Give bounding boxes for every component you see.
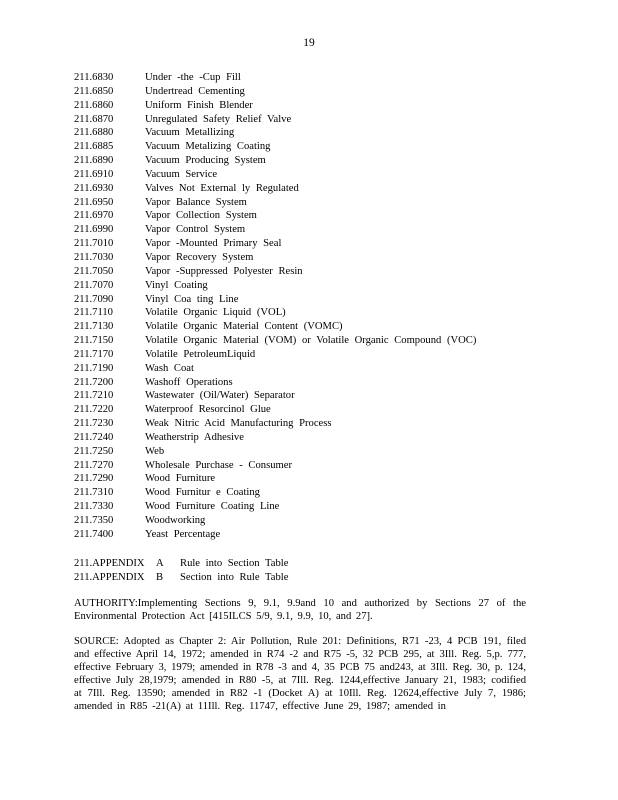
- section-number: 211.6950: [74, 196, 114, 208]
- appendix-letter: A: [156, 558, 164, 569]
- section-entry: [74, 500, 544, 514]
- section-number: 211.6970: [74, 210, 114, 222]
- section-number: 211.7210: [74, 390, 114, 402]
- appendix-letter: B: [156, 572, 164, 583]
- section-title: Yeast Percentage: [145, 528, 221, 540]
- section-entry: [74, 265, 544, 279]
- section-entry: [74, 334, 544, 348]
- section-title: Web: [145, 445, 165, 457]
- section-title: Weatherstrip Adhesive: [145, 431, 244, 443]
- section-list: [74, 71, 544, 542]
- section-number: 211.6850: [74, 85, 114, 97]
- section-entry: [74, 486, 544, 500]
- section-number: 211.7130: [74, 321, 114, 333]
- section-number: 211.7090: [74, 293, 114, 305]
- section-number: 211.6830: [74, 72, 114, 83]
- section-entry: [74, 237, 544, 251]
- section-number: 211.6885: [74, 141, 114, 153]
- section-number: 211.7330: [74, 501, 114, 513]
- section-number: 211.7190: [74, 362, 114, 374]
- section-title: Under -the -Cup Fill: [145, 72, 241, 83]
- section-number: 211.7400: [74, 528, 114, 540]
- section-number: 211.7220: [74, 404, 114, 416]
- section-number: 211.6990: [74, 224, 114, 236]
- section-title: Valves Not External ly Regulated: [145, 182, 299, 194]
- appendix-name: 211.APPENDIX: [74, 572, 145, 583]
- section-number: 211.7290: [74, 473, 114, 485]
- section-number: 211.7070: [74, 279, 114, 291]
- section-entry: [74, 528, 544, 542]
- section-number: 211.7110: [74, 307, 113, 319]
- section-entry: [74, 320, 544, 334]
- section-entry: [74, 389, 544, 403]
- section-title: Washoff Operations: [145, 376, 233, 388]
- section-entry: [74, 376, 544, 390]
- section-title: Wastewater (Oil/Water) Separator: [145, 390, 295, 402]
- section-title: Vinyl Coa ting Line: [145, 293, 239, 305]
- section-number: 211.6890: [74, 155, 114, 167]
- section-entry: [74, 223, 544, 237]
- section-title: Unregulated Safety Relief Valve: [145, 113, 292, 125]
- section-entry: [74, 293, 544, 307]
- section-title: Vapor -Mounted Primary Seal: [145, 238, 282, 250]
- section-entry: [74, 279, 544, 293]
- appendix-entry: [74, 557, 544, 571]
- section-entry: [74, 140, 544, 154]
- section-title: Vacuum Service: [145, 168, 218, 180]
- section-number: 211.7350: [74, 515, 114, 526]
- section-title: Vapor Collection System: [145, 210, 257, 222]
- section-entry: [74, 403, 544, 417]
- section-title: Vacuum Metallizing: [145, 127, 235, 139]
- section-entry: [74, 99, 544, 113]
- section-entry: [74, 472, 544, 486]
- section-title: Vacuum Producing System: [145, 155, 266, 167]
- section-entry: [74, 71, 544, 85]
- section-number: 211.7310: [74, 487, 114, 499]
- section-number: 211.6870: [74, 113, 114, 125]
- section-entry: [74, 85, 544, 99]
- section-entry: [74, 459, 544, 473]
- section-title: Wood Furniture: [145, 473, 216, 485]
- section-entry: [74, 154, 544, 168]
- section-entry: [74, 113, 544, 127]
- section-number: 211.7240: [74, 431, 114, 443]
- section-entry: [74, 348, 544, 362]
- section-number: 211.7010: [74, 238, 114, 250]
- section-entry: [74, 196, 544, 210]
- appendix-list: [74, 557, 544, 585]
- section-entry: [74, 306, 544, 320]
- section-number: 211.7200: [74, 376, 114, 388]
- section-title: Uniform Finish Blender: [145, 99, 253, 111]
- section-number: 211.6860: [74, 99, 114, 111]
- section-number: 211.7030: [74, 251, 114, 263]
- appendix-title: Section into Rule Table: [180, 572, 289, 583]
- appendix-title: Rule into Section Table: [180, 558, 289, 569]
- section-title: Vinyl Coating: [145, 279, 208, 291]
- section-number: 211.7230: [74, 418, 114, 430]
- section-title: Wood Furniture Coating Line: [145, 501, 280, 513]
- section-title: Weak Nitric Acid Manufacturing Process: [145, 418, 332, 430]
- section-number: 211.7250: [74, 445, 114, 457]
- section-number: 211.7050: [74, 265, 114, 277]
- section-entry: [74, 126, 544, 140]
- section-number: 211.7170: [74, 348, 114, 360]
- section-entry: [74, 417, 544, 431]
- section-title: Volatile PetroleumLiquid: [145, 348, 256, 360]
- section-title: Undertread Cementing: [145, 85, 245, 97]
- appendix-name: 211.APPENDIX: [74, 558, 145, 569]
- section-title: Wholesale Purchase - Consumer: [145, 459, 292, 471]
- section-title: Woodworking: [145, 515, 206, 526]
- page-number: 19: [303, 37, 315, 49]
- section-number: 211.6930: [74, 182, 114, 194]
- section-entry: [74, 362, 544, 376]
- section-number: 211.6910: [74, 168, 114, 180]
- section-entry: [74, 168, 544, 182]
- section-number: 211.7150: [74, 335, 114, 347]
- section-title: Vapor Recovery System: [145, 251, 254, 263]
- section-title: Volatile Organic Liquid (VOL): [145, 307, 286, 319]
- section-title: Vacuum Metalizing Coating: [145, 141, 271, 153]
- section-title: Volatile Organic Material (VOM) or Volatile Organic Compound (VOC): [145, 335, 477, 347]
- section-number: 211.7270: [74, 459, 114, 471]
- section-entry: [74, 182, 544, 196]
- section-entry: [74, 514, 544, 528]
- section-entry: [74, 251, 544, 265]
- section-entry: [74, 431, 544, 445]
- section-title: Vapor Control System: [145, 224, 246, 236]
- section-title: Wash Coat: [145, 362, 194, 374]
- section-entry: [74, 209, 544, 223]
- section-number: 211.6880: [74, 127, 114, 139]
- section-title: Volatile Organic Material Content (VOMC): [145, 321, 343, 333]
- appendix-entry: [74, 571, 544, 585]
- section-title: Wood Furnitur e Coating: [145, 487, 260, 499]
- section-title: Vapor -Suppressed Polyester Resin: [145, 265, 303, 277]
- source-note: SOURCE: Adopted as Chapter 2: Air Pollution, Rule 201: Definitions, R71 -23, 4 PCB 191, filed and effective April 14, 1972; amended in R74 -2 and R75 -5, 32 PCB 295, at 3Ill. Reg. 5,p. 777, effective February 3, 1979; amended in R78 -3 and 4, 35 PCB 75 and243, at 3Ill. Reg. 30, p. 124, effective July 28,1979; amended in R80 -5, at 7Ill. Reg. 1244,effective January 21, 1983; codified at 7Ill. Reg. 13590; amended in R82 -1 (Docket A) at 10Ill. Reg. 12624,effective July 7, 1986; amended in R85 -21(A) at 11Ill. Reg. 11747, effective June 29, 1987; amended in: [74, 636, 526, 712]
- section-title: Waterproof Resorcinol Glue: [145, 404, 271, 416]
- authority-note: AUTHORITY:Implementing Sections 9, 9.1, 9.9and 10 and authorized by Sections 27 of the Environmental Protection Act [415ILCS 5/9, 9.1, 9.9, 10, and 27].: [74, 598, 526, 622]
- section-entry: [74, 445, 544, 459]
- section-title: Vapor Balance System: [145, 196, 247, 208]
